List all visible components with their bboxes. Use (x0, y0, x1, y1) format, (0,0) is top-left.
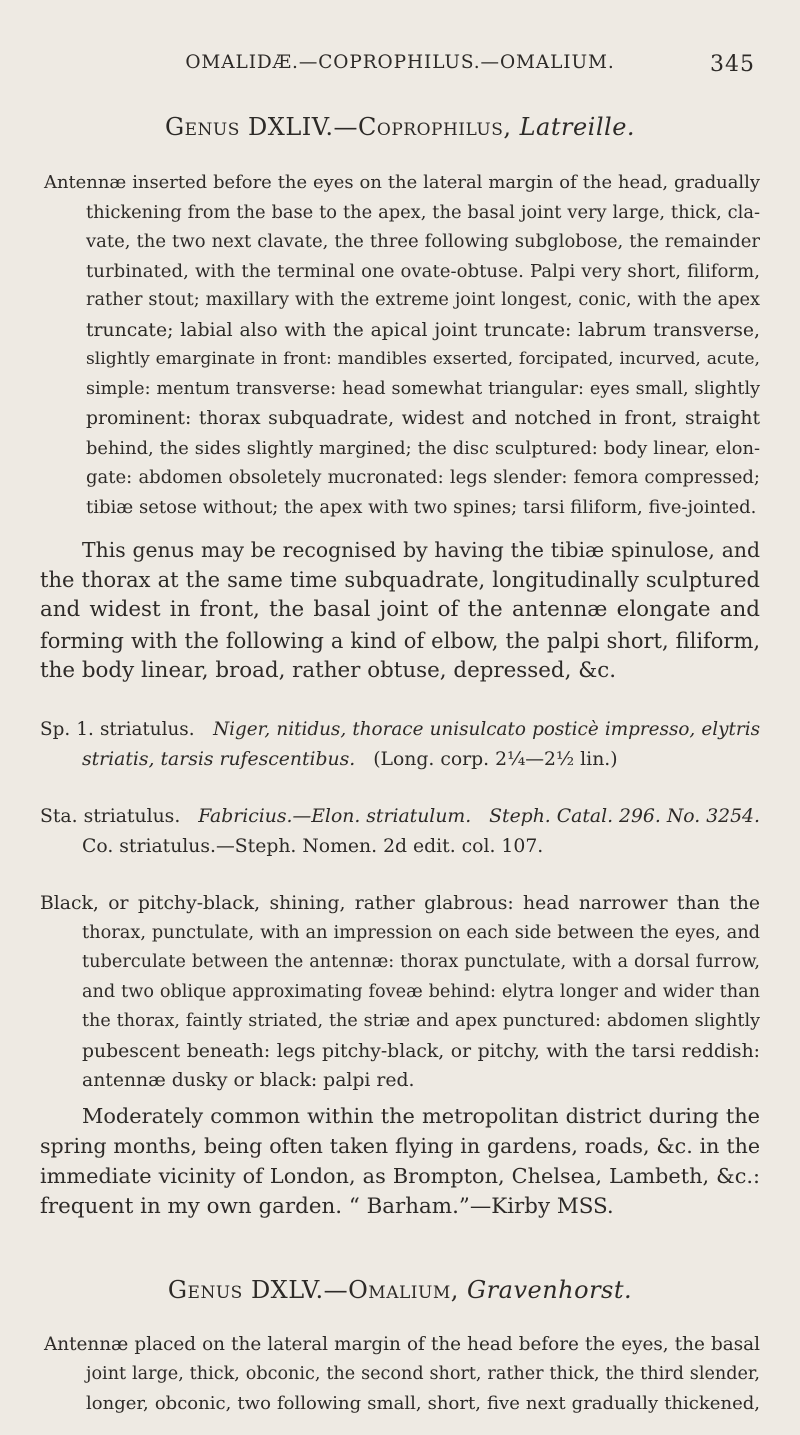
genus-name: Omalium, (348, 1276, 459, 1304)
species-1-diagnosis (40, 715, 760, 774)
habitat-line: immediate vicinity of London, as Brompton, Chelsea, Lambeth, &c.: (40, 1164, 760, 1189)
species-description-line: tuberculate between the antennæ: thorax punctulate, with a dorsal furrow, (82, 952, 760, 972)
species-1-synonymy (40, 802, 760, 861)
habitat-line: Moderately common within the metropolitan district during the (82, 1104, 760, 1128)
species-description-line: antennæ dusky or black: palpi red. (82, 1070, 415, 1091)
page-number: 345 (710, 52, 755, 77)
species-1-description (40, 889, 760, 1096)
species-1-habitat (40, 1101, 760, 1222)
body-length: (Long. corp. 2¼—2½ lin.) (373, 748, 618, 770)
genus-545-heading (0, 1276, 800, 1304)
description-line: tibiæ setose without; the apex with two spines; tarsi filiform, five-jointed. (86, 496, 757, 518)
recognition-line: the body linear, broad, rather obtuse, depressed, &c. (40, 657, 617, 683)
description-line: joint large, thick, obconic, the second short, rather thick, the third slender, (86, 1363, 760, 1384)
description-line: prominent: thorax subquadrate, widest and notched in front, straight (86, 408, 760, 429)
diagnosis-line-2 (82, 745, 760, 775)
running-head (0, 52, 800, 77)
description-line: slightly emarginate in front: mandibles exserted, forcipated, incurved, acute, (86, 349, 760, 369)
genus-label: Genus (167, 1276, 243, 1304)
synonym-fabricius: Fabricius.—Elon. striatulum. (198, 806, 472, 827)
description-line: truncate; labial also with the apical joint truncate: labrum transverse, (86, 319, 760, 341)
species-description-line: Black, or pitchy-black, shining, rather glabrous: head narrower than the (40, 893, 760, 914)
description-line: simple: mentum transverse: head somewhat triangular: eyes small, slightly (86, 378, 760, 399)
genus-author: Latreille. (519, 113, 636, 141)
recognition-line: the thorax at the same time subquadrate, longitudinally sculptured (40, 568, 760, 593)
description-line: turbinated, with the terminal one ovate-obtuse. Palpi very short, filiform, (86, 260, 760, 282)
recognition-line: and widest in front, the basal joint of the antennæ elongate and (40, 597, 760, 623)
description-line: longer, obconic, two following small, short, five next gradually thickened, (86, 1393, 760, 1414)
description-line: thickening from the base to the apex, the basal joint very large, thick, cla- (86, 201, 760, 223)
description-line: rather stout; maxillary with the extreme joint longest, conic, with the apex (86, 290, 760, 310)
genus-number: DXLV.— (250, 1276, 349, 1304)
description-line: Antennæ inserted before the eyes on the lateral margin of the head, gradually (44, 172, 760, 193)
genus-name: Coprophilus, (358, 113, 512, 141)
genus-544-recognition (40, 535, 760, 686)
species-description-line: the thorax, faintly striated, the striæ and apex punctured: abdomen slightly (82, 1011, 760, 1031)
diagnosis-line-1 (40, 715, 760, 745)
species-label: Sp. 1. striatulus. (40, 719, 195, 740)
running-head-title: OMALIDÆ.—COPROPHILUS.—OMALIUM. (185, 52, 615, 73)
description-line: vate, the two next clavate, the three following subglobose, the remainder (86, 231, 760, 252)
recognition-line: This genus may be recognised by having the tibiæ spinulose, and (82, 538, 760, 562)
synonym-sta: Sta. striatulus. (40, 806, 181, 827)
synonymy-line-1 (40, 802, 760, 832)
diagnosis-latin: Niger, nitidus, thorace unisulcato posticè impresso, elytris (213, 719, 760, 740)
genus-544-heading (0, 113, 800, 141)
description-line: Antennæ placed on the lateral margin of the head before the eyes, the basal (44, 1334, 760, 1355)
genus-author: Gravenhorst. (467, 1276, 633, 1304)
genus-number: DXLIV.— (248, 113, 359, 141)
recognition-line: forming with the following a kind of elbow, the palpi short, filiform, (40, 628, 760, 653)
description-line: gate: abdomen obsoletely mucronated: legs slender: femora compressed; (86, 467, 760, 488)
diagnosis-latin-2: striatis, tarsis rufescentibus. (82, 748, 356, 770)
species-description-line: and two oblique approximating foveæ behind: elytra longer and wider than (82, 981, 760, 1002)
synonym-nomen: Co. striatulus.—Steph. Nomen. 2d edit. col. 107. (82, 835, 544, 857)
genus-545-description (44, 1330, 760, 1419)
synonymy-line-2 (82, 832, 760, 862)
description-line: behind, the sides slightly margined; the disc sculptured: body linear, elon- (86, 437, 760, 459)
genus-544-description (44, 168, 760, 522)
species-description-line: pubescent beneath: legs pitchy-black, or pitchy, with the tarsi reddish: (82, 1040, 760, 1062)
synonym-catalogue: Steph. Catal. 296. No. 3254. (489, 806, 760, 827)
genus-label: Genus (164, 113, 240, 141)
habitat-line: spring months, being often taken flying in gardens, roads, &c. in the (40, 1134, 760, 1159)
habitat-line: frequent in my own garden. “ Barham.”—Kirby MSS. (40, 1193, 614, 1219)
species-description-line: thorax, punctulate, with an impression on each side between the eyes, and (82, 922, 760, 943)
